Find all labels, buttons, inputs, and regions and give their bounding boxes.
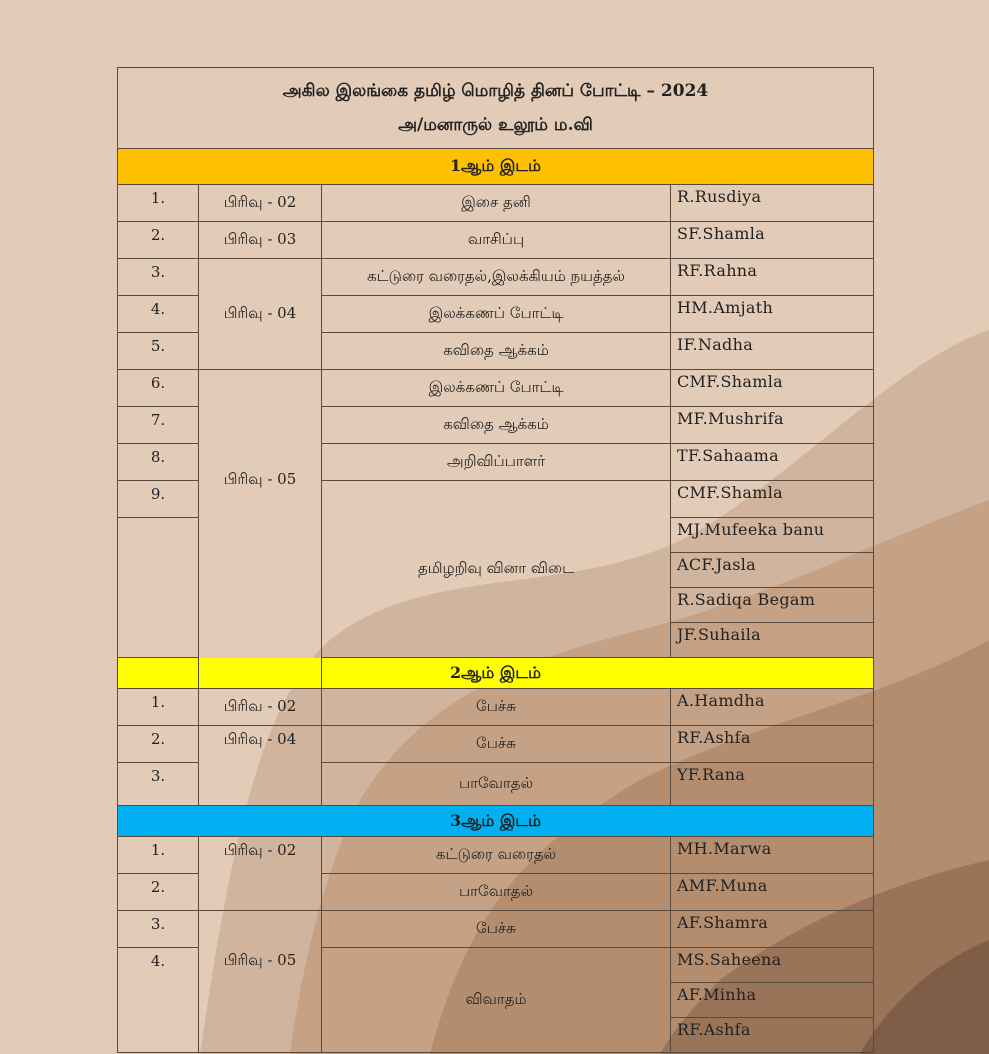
row-number: 5. — [118, 333, 199, 370]
student-name: MJ.Mufeeka banu — [671, 518, 874, 553]
empty-number-cell — [118, 518, 199, 658]
student-name: JF.Suhaila — [671, 623, 874, 658]
division-cell: பிரிவு - 05 — [199, 911, 322, 1053]
row-number: 6. — [118, 370, 199, 407]
event-cell: கட்டுரை வரைதல் — [322, 837, 671, 874]
results-table — [117, 67, 874, 1053]
event-cell: தமிழறிவு வினா விடை — [322, 481, 671, 658]
row-number: 3. — [118, 259, 199, 296]
student-name: A.Hamdha — [671, 689, 874, 726]
row-number: 2. — [118, 222, 199, 259]
event-cell: விவாதம் — [322, 948, 671, 1053]
event-cell: பாவோதல் — [322, 763, 671, 806]
student-name: IF.Nadha — [671, 333, 874, 370]
division-cell: பிரிவு - 04 — [199, 726, 322, 806]
event-cell: இலக்கணப் போட்டி — [322, 296, 671, 333]
row-number: 1. — [118, 689, 199, 726]
division-cell: பிரிவு - 05 — [199, 370, 322, 689]
student-name: MH.Marwa — [671, 837, 874, 874]
second-place-header: 2ஆம் இடம் — [118, 658, 874, 689]
student-name: MS.Saheena — [671, 948, 874, 983]
row-number: 1. — [118, 837, 199, 874]
event-cell: பேச்சு — [322, 689, 671, 726]
row-number: 3. — [118, 911, 199, 948]
division-cell: பிரிவு - 02 — [199, 185, 322, 222]
student-name: RF.Ashfa — [671, 1018, 874, 1053]
event-cell: கவிதை ஆக்கம் — [322, 333, 671, 370]
student-name: ACF.Jasla — [671, 553, 874, 588]
first-place-header: 1ஆம் இடம் — [118, 149, 874, 185]
event-cell: கட்டுரை வரைதல்,இலக்கியம் நயத்தல் — [322, 259, 671, 296]
division-cell: பிரிவு - 04 — [199, 259, 322, 370]
row-number: 1. — [118, 185, 199, 222]
student-name: YF.Rana — [671, 763, 874, 806]
student-name: R.Rusdiya — [671, 185, 874, 222]
division-cell: பிரிவு - 02 — [199, 837, 322, 911]
student-name: AF.Shamra — [671, 911, 874, 948]
row-number: 7. — [118, 407, 199, 444]
student-name: CMF.Shamla — [671, 370, 874, 407]
student-name: TF.Sahaama — [671, 444, 874, 481]
document-title: அகில இலங்கை தமிழ் மொழித் தினப் போட்டி – 2024 — [282, 81, 709, 101]
row-number: 8. — [118, 444, 199, 481]
student-name: RF.Ashfa — [671, 726, 874, 763]
row-number: 4. — [118, 948, 199, 1053]
row-number: 9. — [118, 481, 199, 518]
student-name: SF.Shamla — [671, 222, 874, 259]
student-name: R.Sadiqa Begam — [671, 588, 874, 623]
event-cell: அறிவிப்பாளர் — [322, 444, 671, 481]
student-name: AF.Minha — [671, 983, 874, 1018]
third-place-header: 3ஆம் இடம் — [118, 806, 874, 837]
event-cell: பேச்சு — [322, 726, 671, 763]
event-cell: வாசிப்பு — [322, 222, 671, 259]
row-number: 4. — [118, 296, 199, 333]
event-cell: பேச்சு — [322, 911, 671, 948]
student-name: HM.Amjath — [671, 296, 874, 333]
student-name: RF.Rahna — [671, 259, 874, 296]
student-name: AMF.Muna — [671, 874, 874, 911]
event-cell: இலக்கணப் போட்டி — [322, 370, 671, 407]
school-name: அ/மனாருல் உலூம் ம.வி — [398, 115, 593, 135]
row-number: 3. — [118, 763, 199, 806]
student-name: MF.Mushrifa — [671, 407, 874, 444]
row-number: 2. — [118, 726, 199, 763]
event-cell: பாவோதல் — [322, 874, 671, 911]
division-cell: பிரிவ - 02 — [199, 689, 322, 726]
student-name: CMF.Shamla — [671, 481, 874, 518]
event-cell: இசை தனி — [322, 185, 671, 222]
title-cell — [118, 68, 874, 149]
division-cell: பிரிவு - 03 — [199, 222, 322, 259]
row-number: 2. — [118, 874, 199, 911]
event-cell: கவிதை ஆக்கம் — [322, 407, 671, 444]
